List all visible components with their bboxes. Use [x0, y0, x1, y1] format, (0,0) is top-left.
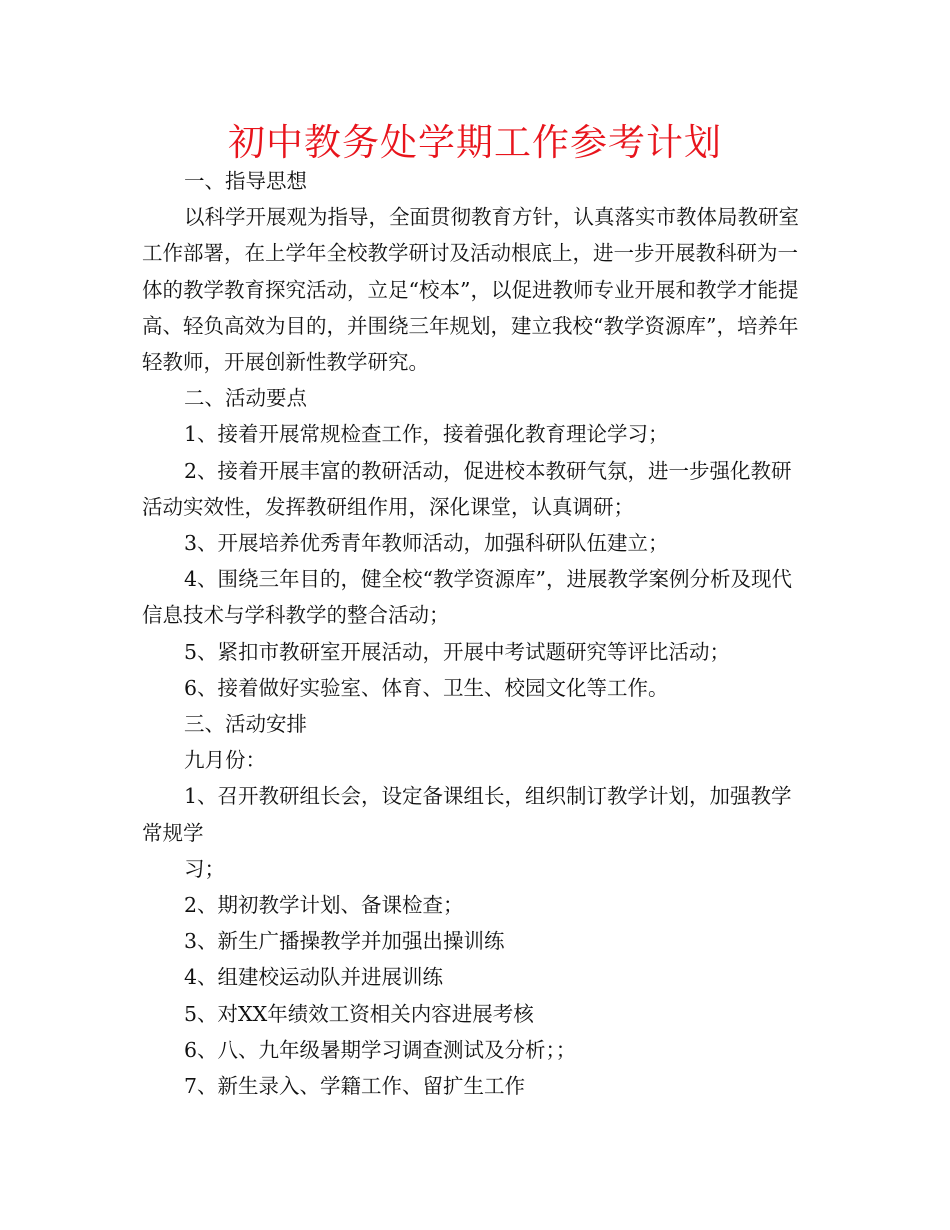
- activity-point-6: 6、接着做好实验室、体育、卫生、校园文化等工作。: [184, 675, 669, 700]
- section-heading-activity-schedule: 三、活动安排: [184, 712, 307, 737]
- section-heading-activity-points: 二、活动要点: [184, 386, 307, 411]
- september-item-2: 2、期初教学计划、备课检查；: [184, 893, 464, 918]
- september-item-1: 1、召开教研组长会，设定备课组长，组织制订教学计划，加强教学常规学: [142, 784, 792, 845]
- september-item-4: 4、组建校运动队并进展训练: [184, 965, 444, 990]
- activity-point-2: 2、接着开展丰富的教研活动，促进校本教研气氛，进一步强化教研活动实效性，发挥教研组作用，深化课堂，认真调研；: [142, 458, 792, 519]
- activity-point-4: 4、围绕三年目的，健全校“教学资源库”，进展教学案例分析及现代信息技术与学科教学的整合活动；: [142, 567, 793, 628]
- activity-point-1: 1、接着开展常规检查工作，接着强化教育理论学习；: [184, 422, 669, 447]
- september-item-5: 5、对XX年绩效工资相关内容进展考核: [184, 1001, 534, 1026]
- activity-point-5: 5、紧扣市教研室开展活动，开展中考试题研究等评比活动；: [184, 639, 731, 664]
- document-title: 初中教务处学期工作参考计划: [228, 121, 722, 164]
- section-heading-guiding-thought: 一、指导思想: [184, 169, 307, 193]
- document-body: [142, 163, 810, 1104]
- september-item-7: 7、新生录入、学籍工作、留扩生工作: [184, 1074, 526, 1099]
- activity-point-3: 3、开展培养优秀青年教师活动，加强科研队伍建立；: [184, 531, 669, 556]
- september-item-3: 3、新生广播操教学并加强出操训练: [184, 929, 505, 954]
- september-item-6: 6、八、九年级暑期学习调查测试及分析；；: [184, 1037, 577, 1062]
- paragraph-guiding-thought: 以科学开展观为指导，全面贯彻教育方针，认真落实市教体局教研室工作部署，在上学年全校教学研讨及活动根底上，进一步开展教科研为一体的教学教育探究活动，立足“校本”，以促进教师专业开展和教学才能提高、轻负高效为目的，并围绕三年规划，建立我校“教学资源库”，培养年轻教师，开展创新性教学研究。: [142, 205, 799, 375]
- september-item-1-continued: 习；: [184, 856, 225, 881]
- month-heading-september: 九月份：: [184, 748, 266, 773]
